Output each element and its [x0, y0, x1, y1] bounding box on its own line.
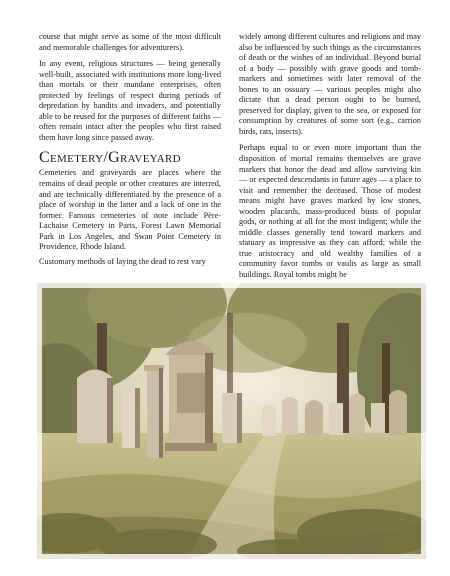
- right-column: [239, 32, 421, 287]
- left-column: [39, 32, 221, 273]
- paragraph: course that might serve as some of the most difficult and memorable challenges for adventurers).: [39, 32, 221, 52]
- paragraph: In any event, religious structures — being generally well-built, associated with institutions more long-lived than mortals or their mundane enterprises, often protected by feelings of respect during periods of depredation by bandits and invaders, and potentially able to be reused for the purposes of different faiths — often remain intact after the peoples who first raised them have long since passed away.: [39, 59, 221, 142]
- paragraph: widely among different cultures and religions and may also be influenced by such things as the circumstances of death or the wishes of an individual. Beyond burial of a body — possibly with grave goods and tomb-markers and sometimes with later removal of the bones to an ossuary — various peoples might also dictate that a dead person ought to be burned, preserved for display, given to the sea, or exposed for consumption by creatures of some sort (e.g., carrion birds, rats, insects).: [239, 32, 421, 136]
- cemetery-illustration: [37, 283, 426, 559]
- paragraph: Customary methods of laying the dead to rest vary: [39, 256, 206, 266]
- cemetery-illustration-icon: [37, 283, 426, 559]
- section-heading: Cemetery/Graveyard: [39, 149, 181, 167]
- paragraph: Cemeteries and graveyards are places where the remains of dead people or other creatures are interred, and are technically differentiated by the presence of a place of worship in the latter and a lack of one in the former. Famous cemeteries of note include Père-Lachaise Cemetery in Paris, Forest Lawn Memorial Park in Los Angeles, and Swan Point Cemetery in Providence, Rhode Island.: [39, 168, 221, 252]
- paragraph: Perhaps equal to or even more important than the disposition of mortal remains themselves are grave markers that honor the dead and allow surviving kin — or expected descendants in future ages — a place to visit and remember the deceased. Those of modest means might have graves marked by low stones, wooden placards, mass-produced busts of popular gods, or nothing at all for the most indigent; while the middle classes generally tend toward markers and statuary as impressive as they can afford; while the true aristocracy and old wealthy families of a community favor tombs or vaults as large as small buildings. Royal tombs might be: [239, 143, 421, 280]
